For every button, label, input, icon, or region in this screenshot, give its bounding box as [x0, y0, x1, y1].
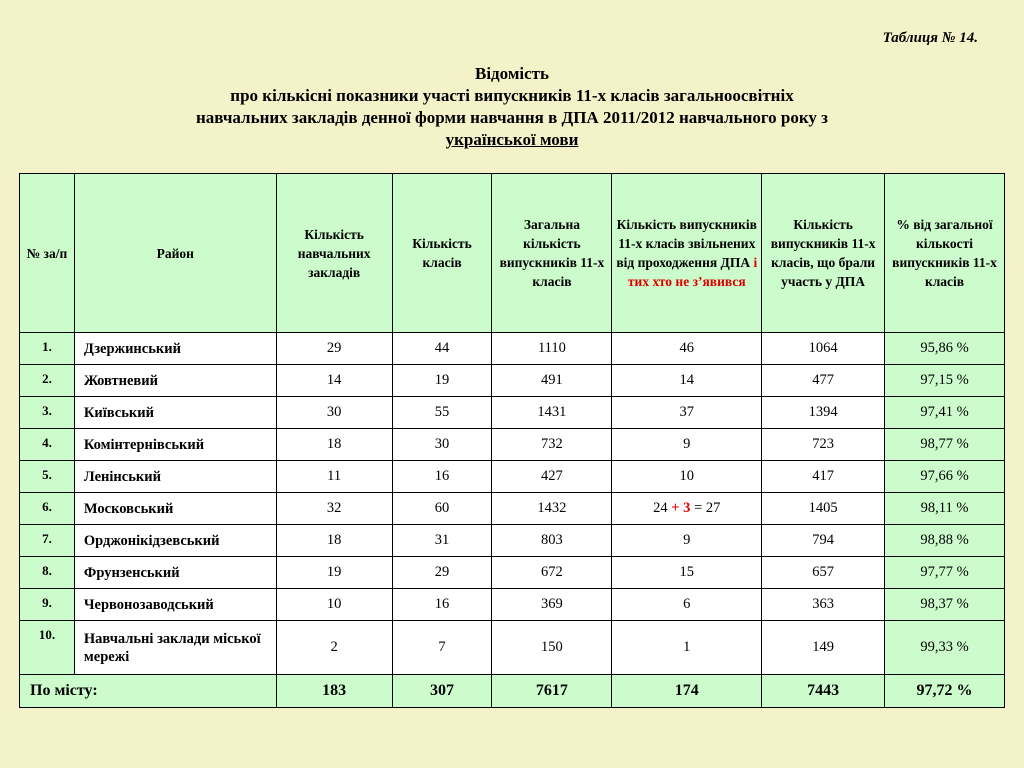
table-row: [20, 621, 1005, 675]
header-graduates: Загальна кількість випускників 11-х класів: [492, 174, 612, 333]
participants-count: 363: [762, 589, 885, 621]
exempted-absent-added: + 3: [671, 500, 691, 516]
total-schools: 183: [276, 675, 392, 708]
classes-count: 55: [392, 397, 492, 429]
title-line-1: Відомість: [474, 64, 550, 83]
graduates-count: 803: [492, 525, 612, 557]
participants-count: 1394: [762, 397, 885, 429]
district-name: Комінтернівський: [74, 429, 276, 461]
classes-count: 16: [392, 589, 492, 621]
percent-value: 97,66 %: [885, 461, 1005, 493]
table-row: [20, 429, 1005, 461]
exempted-count: 46: [612, 333, 762, 365]
classes-count: 16: [392, 461, 492, 493]
row-number: 4.: [20, 429, 75, 461]
percent-value: 98,11 %: [885, 493, 1005, 525]
row-number: 8.: [20, 557, 75, 589]
schools-count: 14: [276, 365, 392, 397]
exempted-count: 37: [612, 397, 762, 429]
participants-count: 477: [762, 365, 885, 397]
classes-count: 7: [392, 621, 492, 675]
exempted-count: 15: [612, 557, 762, 589]
row-number: 10.: [20, 621, 75, 675]
exempted-sum: = 27: [694, 500, 721, 516]
row-number: 5.: [20, 461, 75, 493]
table-row: [20, 333, 1005, 365]
participants-count: 1064: [762, 333, 885, 365]
exempted-count: 6: [612, 589, 762, 621]
schools-count: 19: [276, 557, 392, 589]
district-name: Жовтневий: [74, 365, 276, 397]
participants-count: 657: [762, 557, 885, 589]
total-exempted: 174: [612, 675, 762, 708]
header-district: Район: [74, 174, 276, 333]
participants-count: 417: [762, 461, 885, 493]
participants-count: 794: [762, 525, 885, 557]
district-name: Фрунзенський: [74, 557, 276, 589]
total-row: [20, 675, 1005, 708]
classes-count: 19: [392, 365, 492, 397]
title-line-2: про кількісні показники участі випускників 11-х класів загальноосвітніх: [230, 86, 794, 105]
graduates-count: 672: [492, 557, 612, 589]
graduates-count: 427: [492, 461, 612, 493]
table-row: [20, 461, 1005, 493]
row-number: 7.: [20, 525, 75, 557]
district-name: Червонозаводський: [74, 589, 276, 621]
table-row: [20, 397, 1005, 429]
schools-count: 30: [276, 397, 392, 429]
header-percent: % від загальної кількості випускників 11-х класів: [885, 174, 1005, 333]
total-percent: 97,72 %: [885, 675, 1005, 708]
schools-count: 18: [276, 525, 392, 557]
schools-count: 29: [276, 333, 392, 365]
header-schools: Кількість навчальних закладів: [276, 174, 392, 333]
classes-count: 31: [392, 525, 492, 557]
district-name: Ленінський: [74, 461, 276, 493]
graduates-count: 1110: [492, 333, 612, 365]
exempted-count: 9: [612, 429, 762, 461]
participants-count: 1405: [762, 493, 885, 525]
schools-count: 11: [276, 461, 392, 493]
percent-value: 97,41 %: [885, 397, 1005, 429]
percent-value: 97,15 %: [885, 365, 1005, 397]
row-number: 9.: [20, 589, 75, 621]
exempted-count: 10: [612, 461, 762, 493]
title-line-3: навчальних закладів денної форми навчання в ДПА 2011/2012 навчального року з: [195, 108, 829, 127]
graduates-count: 150: [492, 621, 612, 675]
schools-count: 10: [276, 589, 392, 621]
graduates-count: 491: [492, 365, 612, 397]
district-name: Дзержинський: [74, 333, 276, 365]
percent-value: 99,33 %: [885, 621, 1005, 675]
header-classes: Кількість класів: [392, 174, 492, 333]
schools-count: 18: [276, 429, 392, 461]
classes-count: 29: [392, 557, 492, 589]
percent-value: 98,77 %: [885, 429, 1005, 461]
total-graduates: 7617: [492, 675, 612, 708]
table-row: [20, 525, 1005, 557]
row-number: 2.: [20, 365, 75, 397]
classes-count: 44: [392, 333, 492, 365]
graduates-count: 369: [492, 589, 612, 621]
district-name: Навчальні заклади міської мережі: [74, 621, 276, 675]
percent-value: 97,77 %: [885, 557, 1005, 589]
exempted-base: 24: [653, 500, 668, 516]
header-exempted-main: Кількість випускників 11-х класів звільнених від проходження ДПА: [616, 217, 757, 270]
schools-count: 32: [276, 493, 392, 525]
statistics-table: [19, 173, 1005, 708]
classes-count: 60: [392, 493, 492, 525]
total-participants: 7443: [762, 675, 885, 708]
schools-count: 2: [276, 621, 392, 675]
classes-count: 30: [392, 429, 492, 461]
row-number: 3.: [20, 397, 75, 429]
header-participants: Кількість випускників 11-х класів, що брали участь у ДПА: [762, 174, 885, 333]
header-exempted-absent: і тих хто не з’явився: [627, 255, 758, 289]
percent-value: 95,86 %: [885, 333, 1005, 365]
total-label: По місту:: [20, 675, 277, 708]
table-row: [20, 589, 1005, 621]
row-number: 1.: [20, 333, 75, 365]
percent-value: 98,37 %: [885, 589, 1005, 621]
graduates-count: 1432: [492, 493, 612, 525]
table-number: Таблиця № 14.: [882, 30, 978, 46]
exempted-count: 14: [612, 365, 762, 397]
header-row: [20, 174, 1005, 333]
header-exempted: [612, 174, 762, 333]
document-title: [0, 63, 1024, 151]
table-row: [20, 493, 1005, 525]
participants-count: 149: [762, 621, 885, 675]
table-row: [20, 557, 1005, 589]
exempted-count: [612, 493, 762, 525]
total-classes: 307: [392, 675, 492, 708]
district-name: Московський: [74, 493, 276, 525]
graduates-count: 732: [492, 429, 612, 461]
table-row: [20, 365, 1005, 397]
participants-count: 723: [762, 429, 885, 461]
row-number: 6.: [20, 493, 75, 525]
district-name: Орджонікідзевський: [74, 525, 276, 557]
graduates-count: 1431: [492, 397, 612, 429]
exempted-count: 1: [612, 621, 762, 675]
header-num: № за/п: [20, 174, 75, 333]
title-line-4: української мови: [445, 130, 579, 149]
exempted-count: 9: [612, 525, 762, 557]
percent-value: 98,88 %: [885, 525, 1005, 557]
district-name: Київський: [74, 397, 276, 429]
